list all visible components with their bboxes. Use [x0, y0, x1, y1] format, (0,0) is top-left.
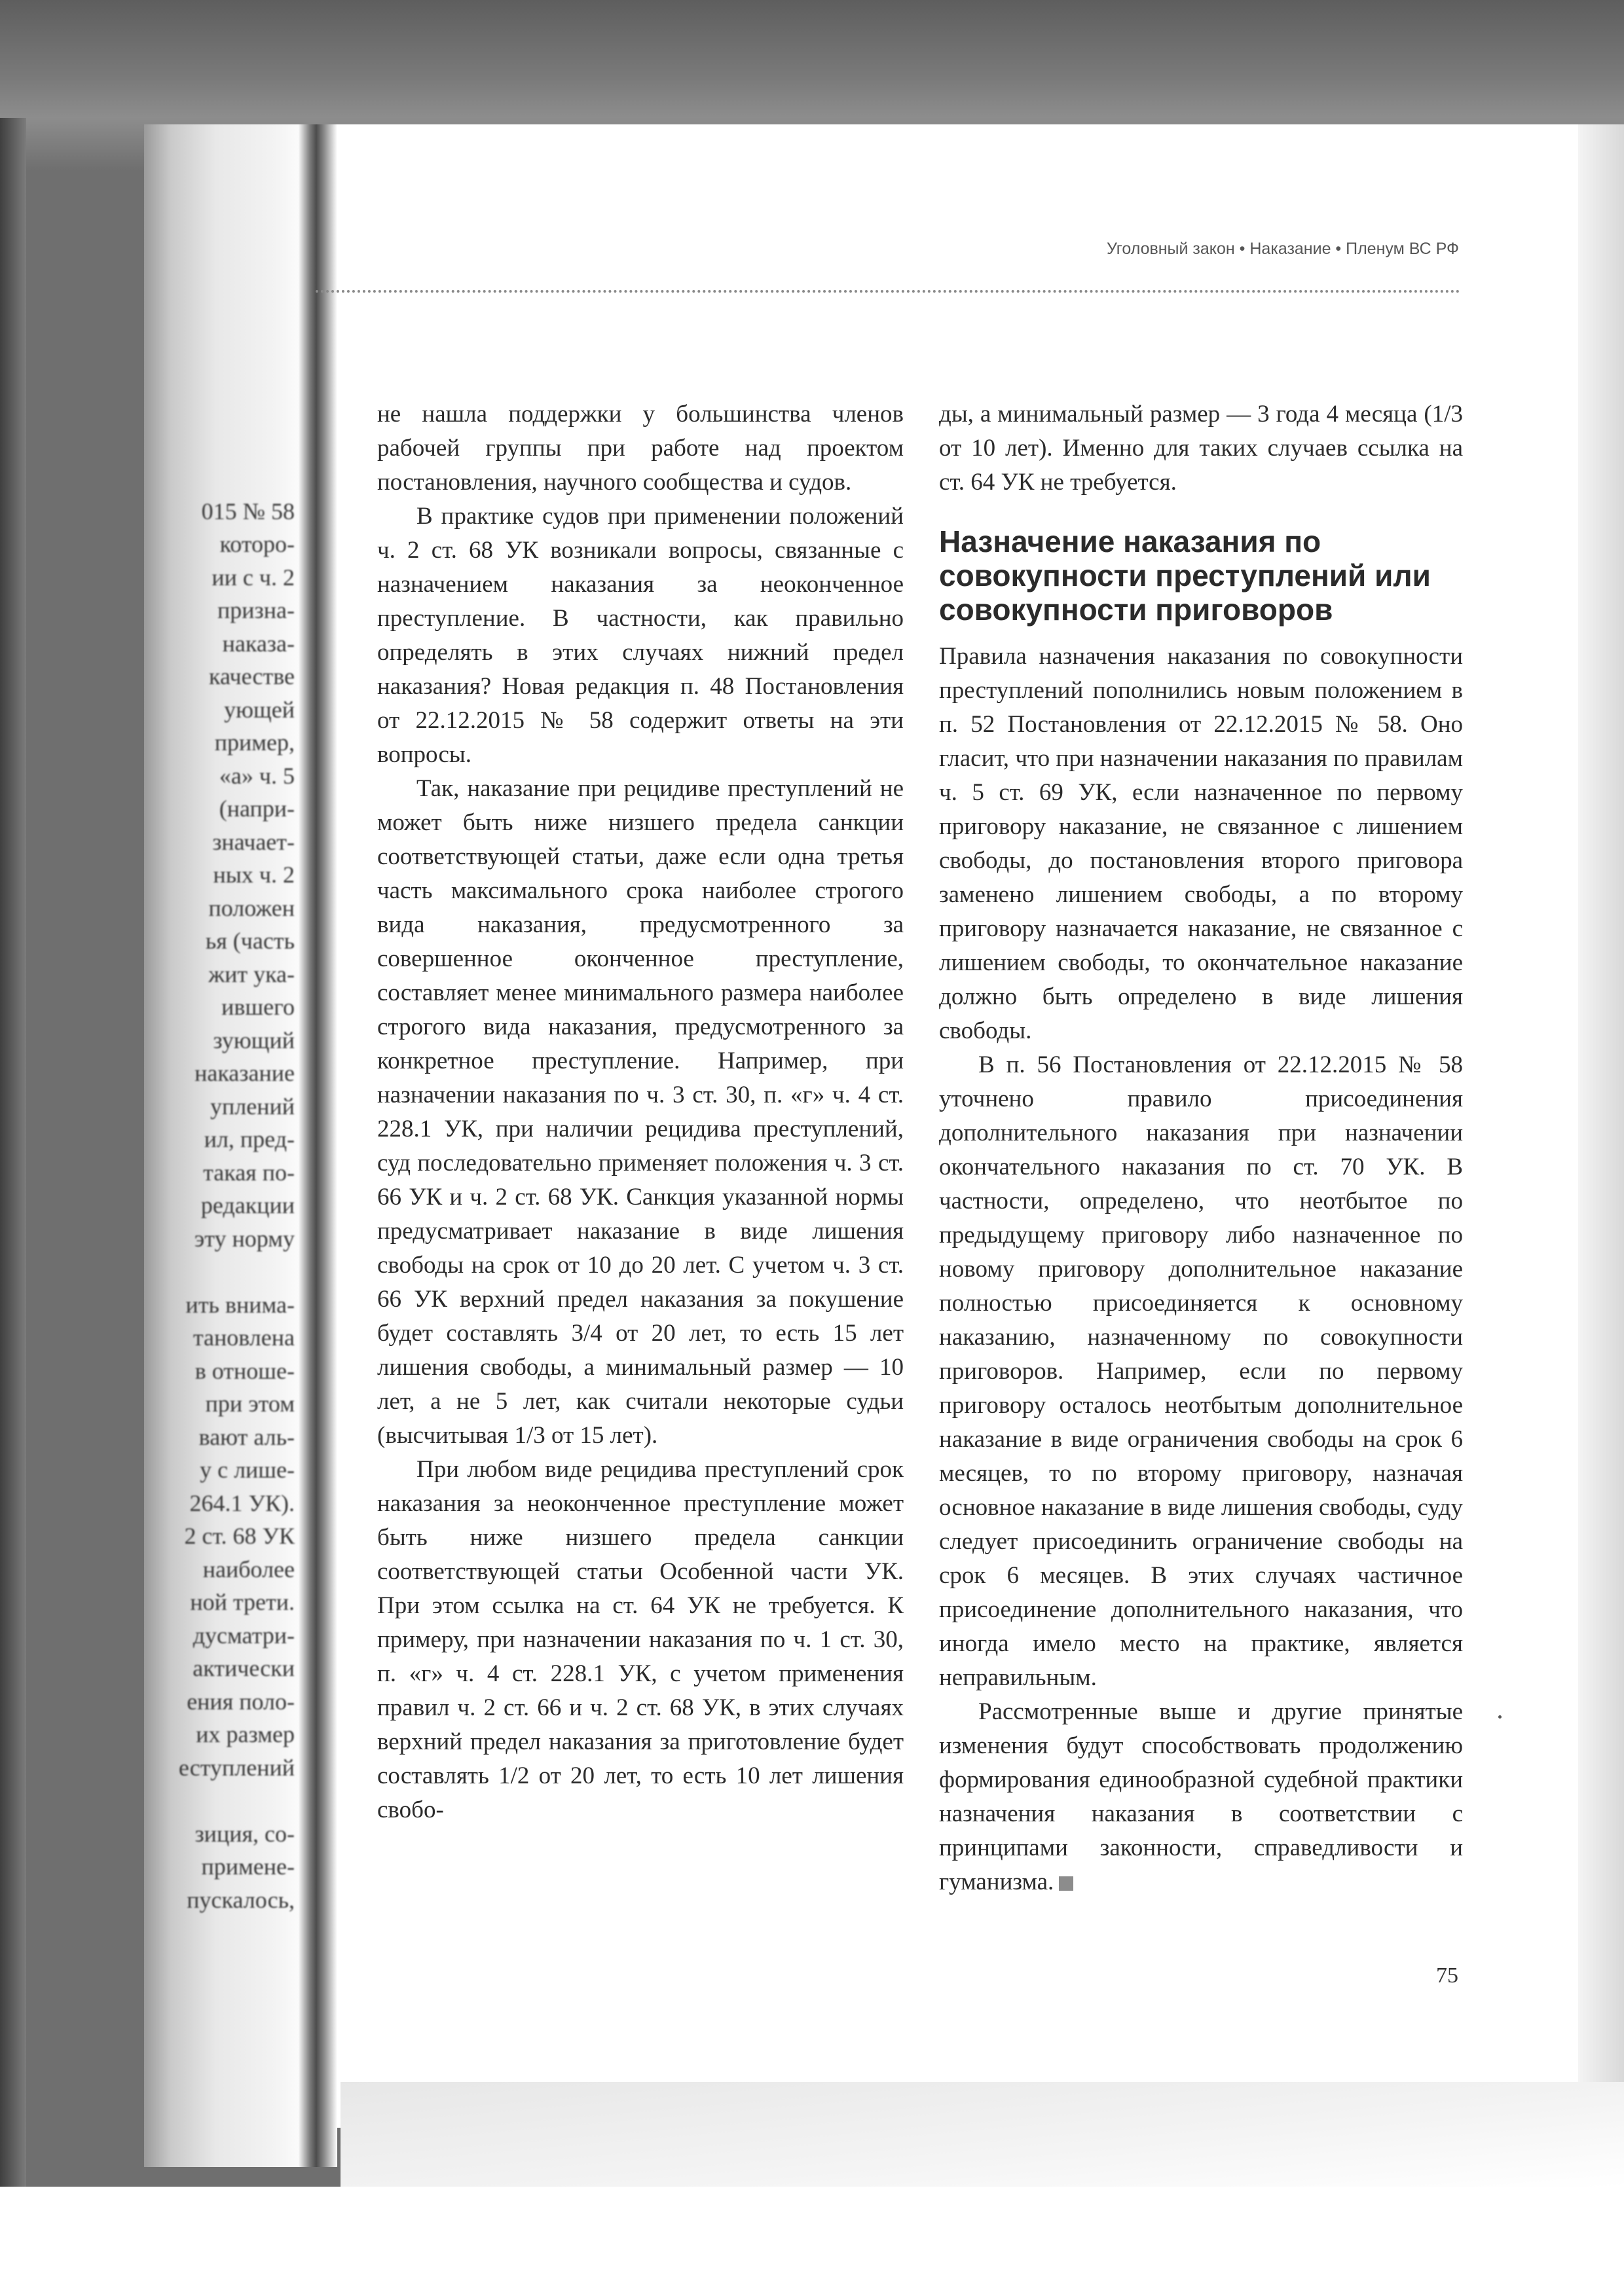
- page-number: 75: [1436, 1963, 1458, 1988]
- facing-page-line: зиция, со-: [194, 1820, 295, 1847]
- facing-page-line: ной трети.: [190, 1589, 295, 1615]
- facing-page-line: ить внима-: [185, 1291, 295, 1318]
- facing-page-line: при этом: [205, 1391, 295, 1417]
- facing-page-line: [164, 1784, 295, 1817]
- facing-page-line: которо-: [219, 531, 295, 557]
- facing-page-line: пускалось,: [187, 1886, 295, 1913]
- facing-page-line: призна-: [217, 597, 295, 623]
- header-rule: [316, 290, 1460, 293]
- facing-page-line: в отноше-: [194, 1357, 295, 1384]
- paragraph: В п. 56 Постановления от 22.12.2015 № 58 уточнено правило присоединения дополнительного наказания при назначении окончательного наказания по ст. 70 УК. В частности, определено, что неотбытое по предыдущему приговору либо назначенное по новому приговору дополнительное наказание полностью присоединяется к основному наказанию, назначенному по совокупности приговоров. Например, если по первому приговору осталось неотбытым дополнительное наказание в виде ограничения свободы на срок 6 месяцев, то по второму приговору, назначая основное наказание в виде лишения свободы, суду следует присоединить ограничение свободы на срок 6 месяцев. В этих случаях частичное присоединение дополнительного наказания, что иногда имело место на практике, является неправильным.: [939, 1051, 1463, 1691]
- facing-page-line: жит ука-: [208, 960, 295, 987]
- facing-page-line: наказа-: [222, 630, 295, 657]
- facing-page-line: применe-: [201, 1853, 295, 1880]
- facing-page-line: тановлена: [193, 1324, 295, 1351]
- scan-edge-shadow: [0, 118, 26, 2246]
- end-of-article-mark: [1059, 1876, 1073, 1891]
- facing-page-line: [164, 462, 295, 495]
- facing-page-line: еступлений: [178, 1754, 295, 1781]
- facing-page-line: 015 № 58: [201, 498, 295, 524]
- facing-page-line: ья (часть: [205, 928, 295, 954]
- paragraph: При любом виде рецидива преступлений срок наказания за неоконченное преступление может быть ниже низшего предела санкции соответствующей статьи Особенной части УК. При этом ссылка на ст. 64 УК не требуется. К примеру, при назначении наказания по ч. 1 ст. 30, п. «г» ч. 4 ст. 228.1 УК, с учетом применения правил ч. 2 ст. 66 и ч. 2 ст. 68 УК, в этих случаях верхний предел наказания за приготовление будет составлять 1/2 от 20 лет, то есть 10 лет лишения свобо-: [377, 1456, 904, 1823]
- facing-page-line: (напри-: [219, 795, 295, 822]
- facing-page-line: их размер: [196, 1721, 295, 1747]
- scanner-bed-bottom: [0, 2187, 1624, 2296]
- facing-page-line: актически: [193, 1655, 295, 1681]
- paragraph: Правила назначения наказания по совокупности преступлений пополнились новым положением в п. 52 Постановления от 22.12.2015 № 58. Оно гласит, что при назначении наказания по правилам ч. 5 ст. 69 УК, если назначенное по первому приговору наказание, не связанное с лишением свободы, до постановления второго приговора заменено лишением свободы, а по второму приговору назначается наказание, не связанное с лишением свободы, то окончательное наказание должно быть определено в виде лишения свободы.: [939, 643, 1463, 1044]
- paragraph-text: Рассмотренные выше и другие принятые изменения будут способствовать продолжению формирования единообразной судебной практики назначения наказания в соответствии с принципами законности, справедливости и гуманизма.: [939, 1698, 1463, 1895]
- scan-speck: [1498, 1715, 1502, 1719]
- facing-page-line: редакции: [200, 1192, 295, 1218]
- facing-page-line: ения поло-: [187, 1688, 295, 1715]
- facing-page-line: 264.1 УК).: [189, 1489, 295, 1516]
- paragraph: [939, 1695, 1463, 1899]
- facing-page-line: положен: [208, 894, 295, 921]
- page-edge: [1578, 124, 1624, 2134]
- paragraph: В практике судов при применении положений ч. 2 ст. 68 УК возникали вопросы, связанные с назначением наказания за неоконченное преступление. В частности, как правильно определять в этих случаях нижний предел наказания? Новая редакция п. 48 Постановления от 22.12.2015 № 58 содержит ответы на эти вопросы.: [377, 503, 904, 768]
- facing-page-line: уплений: [210, 1093, 295, 1120]
- facing-page-line: качестве: [209, 663, 295, 689]
- left-column: [377, 397, 904, 1827]
- running-head: Уголовный закон • Наказание • Пленум ВС РФ: [1107, 240, 1459, 258]
- facing-page-line: пример,: [214, 729, 295, 756]
- book-gutter: [298, 124, 337, 2167]
- facing-page-line: дусматри-: [193, 1622, 295, 1649]
- facing-page-line: [164, 1255, 295, 1288]
- facing-page-line: ующей: [224, 696, 295, 723]
- right-column: [939, 397, 1463, 1899]
- facing-page-line: ии с ч. 2: [212, 564, 295, 591]
- facing-page-text: [164, 462, 295, 1916]
- paragraph: ды, а минимальный размер — 3 года 4 месяца (1/3 от 10 лет). Именно для таких случаев ссылка на ст. 64 УК не требуется.: [939, 401, 1463, 496]
- facing-page-line: эту норму: [194, 1225, 295, 1252]
- section-heading: Назначение наказания по совокупности преступлений или совокупности приговоров: [939, 524, 1431, 627]
- paragraph: не нашла поддержки у большинства членов рабочей группы при работе над проектом постановления, научного сообщества и судов.: [377, 401, 904, 496]
- facing-page-line: ил, пред-: [204, 1126, 295, 1152]
- facing-page-line: ившего: [221, 994, 295, 1020]
- facing-page-line: значает-: [212, 828, 295, 855]
- facing-page-line: у с лише-: [200, 1457, 295, 1483]
- facing-page-line: ных ч. 2: [213, 862, 295, 888]
- facing-page-line: «а» ч. 5: [219, 762, 295, 789]
- facing-page-line: наиболее: [202, 1556, 295, 1582]
- facing-page-line: наказание: [194, 1060, 295, 1086]
- facing-page-line: зующий: [213, 1027, 295, 1053]
- page-curl: [341, 2082, 1624, 2187]
- facing-page-line: вают аль-: [198, 1423, 295, 1450]
- paragraph: Так, наказание при рецидиве преступлений не может быть ниже низшего предела санкции соответствующей статьи, даже если одна третья часть максимального срока наиболее строгого вида наказания, предусмотренного за совершенное оконченное преступление, составляет менее минимального размера наиболее строгого вида наказания, предусмотренного за конкретное преступление. Например, при назначении наказания по ч. 3 ст. 30, п. «г» ч. 4 ст. 228.1 УК, при наличии рецидива преступлений, суд последовательно применяет положения ч. 3 ст. 66 УК и ч. 2 ст. 68 УК. Санкция указанной нормы предусматривает наказание в виде лишения свободы на срок от 10 до 20 лет. С учетом ч. 3 ст. 66 УК верхний предел наказания за покушение будет составлять 3/4 от 20 лет, то есть 15 лет лишения свободы, а минимальный размер — 10 лет, а не 5 лет, как считали некоторые судьи (высчитывая 1/3 от 15 лет).: [377, 775, 904, 1449]
- facing-page-line: 2 ст. 68 УК: [184, 1523, 295, 1549]
- facing-page-line: такая по-: [203, 1159, 295, 1186]
